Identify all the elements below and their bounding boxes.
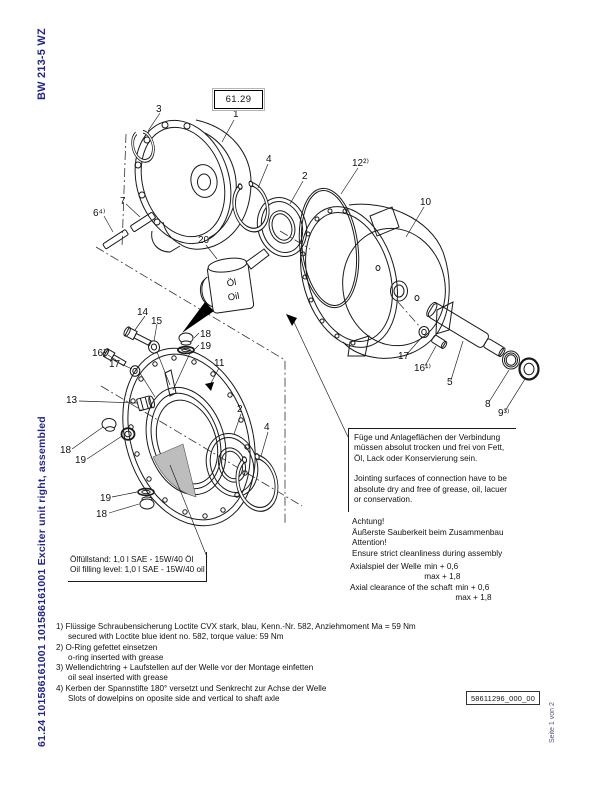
axial-clearance-spec xyxy=(350,562,492,604)
assembly-title-vertical: 61.24 101586161001 101586161001 Exciter unit right, assembled xyxy=(36,416,48,747)
part-16-screw-right xyxy=(431,335,448,350)
label-19t: 19 xyxy=(200,341,212,352)
label-2t: 2 xyxy=(302,171,308,182)
oil-note-de: Ölfüllstand: 1,0 l SAE - 15W/40 Öl xyxy=(70,555,194,564)
label-7: 7 xyxy=(120,196,126,207)
oil-note-en: Oil filling level: 1,0 l SAE - 15W/40 oil xyxy=(70,565,205,574)
label-12: 12²⁾ xyxy=(352,158,369,169)
footnote-4: 4) Kerben der Spannstifte 180° versetzt und Senkrecht zur Achse der Welle Slots of dowelpins on oposite side and vertical to shaft axle xyxy=(56,683,327,704)
rim-bolt-holes xyxy=(301,209,355,345)
label-16r: 16¹⁾ xyxy=(414,363,431,374)
oil-can-text-en: Oil xyxy=(227,290,241,304)
page-indicator: Seite 1 von 2 xyxy=(549,702,556,743)
part-3-retaining-ring xyxy=(130,130,156,163)
label-4b: 4 xyxy=(264,422,270,433)
label-15: 15 xyxy=(151,316,163,327)
label-11: 11 xyxy=(214,358,225,369)
label-18b: 18 xyxy=(96,509,108,520)
part-13-plug xyxy=(136,395,155,411)
joint-note-en: Jointing surfaces of connection have to be absolute dry and free of grease, oil, lacuer or conservation. xyxy=(354,474,507,505)
axial-row-en: Axial clearance of the schaft min + 0,6 max + 1,8 xyxy=(350,583,492,602)
part-9-shaft-seal xyxy=(520,359,539,380)
label-13: 13 xyxy=(66,395,78,406)
part-6-dowel-pin xyxy=(103,229,129,249)
part-18-plug-top xyxy=(179,333,193,345)
part-4-circlip-top xyxy=(229,179,272,234)
part-18-plug-left xyxy=(102,419,116,432)
label-20: 20 xyxy=(198,235,210,246)
footnote-1: 1) Flüssige Schraubensicherung Loctite CVX stark, blau, Kenn.-Nr. 582, Anziehmoment Ma = 59 Nm secured with Loctite blue ident no. 582, torque value: 59 Nm xyxy=(56,622,416,642)
part-15-washer xyxy=(147,340,161,355)
label-6: 6⁴⁾ xyxy=(93,208,106,219)
part-8-ring xyxy=(503,351,520,369)
flange-arrowhead xyxy=(205,382,214,391)
label-5: 5 xyxy=(447,377,453,388)
axial-row-de: Axialspiel der Welle min + 0,6 max + 1,8 xyxy=(350,562,461,581)
part-7-dowel-pin xyxy=(130,212,156,232)
part-17-washer-right xyxy=(419,327,429,338)
label-19b: 19 xyxy=(100,493,112,504)
figure-reference-box xyxy=(214,90,263,109)
part-18-plug-bottom xyxy=(140,497,154,509)
axial-max-en: max + 1,8 xyxy=(455,592,492,602)
label-4t: 4 xyxy=(266,154,272,165)
label-1: 1 xyxy=(233,109,239,120)
label-9: 9³⁾ xyxy=(498,408,510,419)
label-18t: 18 xyxy=(200,329,212,340)
part-19-seal-bottom xyxy=(138,489,154,496)
document-number-box xyxy=(466,691,540,705)
axial-min-en: min + 0,6 xyxy=(455,583,490,593)
footnote-2: 2) O-Ring gefettet einsetzen o-ring inserted with grease xyxy=(56,642,164,662)
joint-surfaces-note xyxy=(348,428,516,512)
part-2-bearing-bottom xyxy=(198,427,265,503)
label-17r: 17 xyxy=(398,351,410,362)
part-10-exciter-housing xyxy=(285,195,456,359)
figure-reference: 61.29 xyxy=(225,94,252,105)
label-14: 14 xyxy=(137,307,149,318)
note-arrowhead xyxy=(286,314,297,326)
attention-note: Achtung! Äußerste Sauberkeit beim Zusammenbau Attention! Ensure strict cleanliness during assembly xyxy=(352,517,504,558)
label-16l: 16¹⁾ xyxy=(92,348,109,359)
part-14-screw xyxy=(123,326,153,348)
label-2b: 2 xyxy=(237,404,243,415)
axial-max: max + 1,8 xyxy=(424,571,461,581)
document-number: 58611296_000_00 xyxy=(470,693,536,703)
footnote-3: 3) Wellendichtring + Laufstellen auf der Welle vor der Montage einfetten oil seal inserted with grease xyxy=(56,663,314,683)
part-1-cover-housing xyxy=(120,108,251,256)
label-18l: 18 xyxy=(60,445,72,456)
part-12-o-ring xyxy=(293,185,365,311)
axial-min: min + 0,6 xyxy=(424,562,459,571)
label-19l: 19 xyxy=(75,455,87,466)
label-3: 3 xyxy=(156,104,162,115)
label-8: 8 xyxy=(485,399,491,410)
oil-filling-note xyxy=(68,552,207,582)
label-10: 10 xyxy=(420,197,432,208)
oil-can-text-de: Öl xyxy=(226,276,238,290)
joint-note-de: Füge und Anlageflächen der Verbindung müssen absolut trocken und frei von Fett, Öl, Lack oder Konservierung sein. xyxy=(354,433,505,463)
label-17l: 17 xyxy=(109,359,121,370)
model-header: BW 213-5 WZ xyxy=(36,28,48,100)
